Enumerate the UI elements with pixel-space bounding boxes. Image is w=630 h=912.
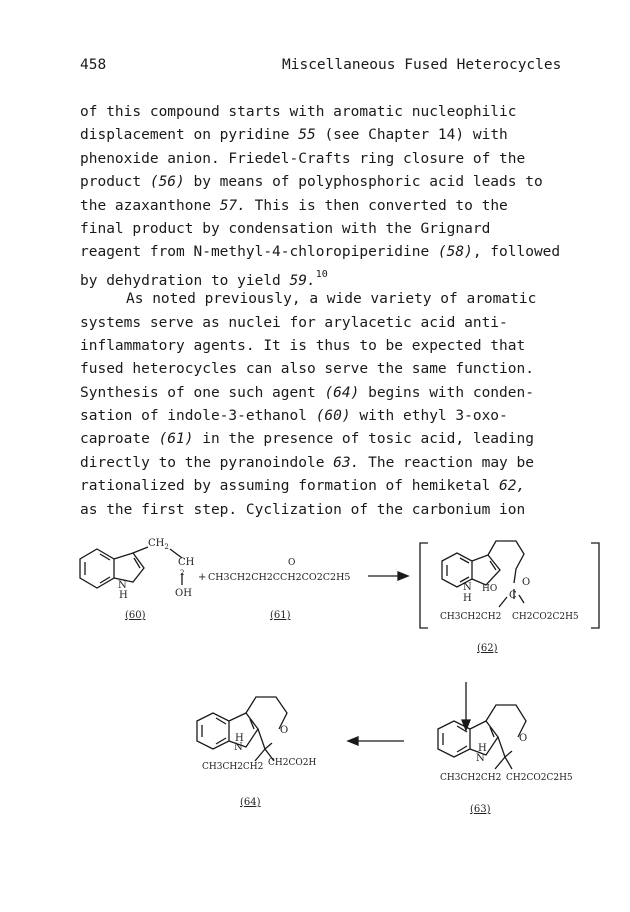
text-line: as the first step. Cyclization of the carbonium ion (80, 501, 526, 518)
text-line: inflammatory agents. It is thus to be expected that (80, 337, 526, 354)
text-line: As noted previously, a wide variety of aromatic (126, 291, 537, 308)
arrow-62-to-63 (462, 682, 470, 730)
c61-formula: CH3CH2CH2CCH2CO2C2H5 (208, 572, 351, 583)
c63-label: (63) (470, 804, 491, 815)
c64-label: (64) (240, 797, 261, 808)
text-line: directly to the pyranoindole 63. The reaction may be (80, 454, 534, 471)
reaction-scheme (0, 525, 630, 855)
c62-label: (62) (477, 643, 498, 654)
compound-ref: 59. (289, 272, 316, 289)
c62-propyl: CH3CH2CH2 (440, 612, 502, 622)
text-line: by dehydration to yield 59.10 (80, 268, 328, 289)
c64-propyl: CH3CH2CH2 (202, 762, 264, 772)
c62-o: O (522, 577, 531, 588)
text-line: displacement on pyridine 55 (see Chapter 14) with (80, 127, 508, 144)
c63-h: H (478, 743, 487, 754)
c62-c: C (509, 590, 517, 601)
compound-60-structure (80, 547, 185, 588)
c62-ester-chain: CH2CO2C2H5 (512, 612, 579, 622)
text-line: final product by condensation with the Grignard (80, 220, 491, 237)
page-number: 458 (80, 57, 107, 73)
c64-o: O (280, 725, 289, 736)
text-line: sation of indole-3-ethanol (60) with ethyl 3-oxo- (80, 408, 508, 425)
text-line: Synthesis of one such agent (64) begins with conden- (80, 384, 534, 401)
c60-oh: OH (175, 588, 192, 599)
c60-label: (60) (125, 610, 146, 621)
plus-sign: + (198, 572, 207, 583)
text-line: product (56) by means of polyphosphoric acid leads to (80, 174, 543, 191)
c64-n: N (234, 742, 243, 753)
c61-label: (61) (270, 610, 291, 621)
c62-n: N (463, 582, 472, 593)
text-line: fused heterocycles can also serve the same function. (80, 361, 534, 378)
text-line: systems serve as nuclei for arylacetic acid anti- (80, 314, 508, 331)
compound-ref: (64) (324, 384, 360, 401)
c61-carbonyl-o: O (288, 558, 296, 568)
compound-ref: 55 (298, 127, 316, 144)
compound-ref: 62, (499, 478, 526, 495)
compound-ref: (58) (437, 244, 473, 261)
c63-n: N (476, 753, 485, 764)
compound-ref: (56) (149, 174, 185, 191)
text-line: reagent from N-methyl-4-chloropiperidine (58), followed (80, 244, 561, 261)
c64-h: H (235, 733, 244, 744)
compound-ref: 63. (333, 454, 360, 471)
c60-ch2-b: CH (178, 557, 195, 568)
paragraph-2 (80, 288, 580, 522)
text-line: rationalized by assuming formation of hemiketal 62, (80, 478, 526, 495)
c63-o: O (519, 733, 528, 744)
c60-h: H (119, 590, 128, 601)
compound-ref: (60) (315, 408, 351, 425)
c60-n: N (118, 580, 127, 591)
c63-ester-chain: CH2CO2C2H5 (506, 773, 573, 783)
text-line: phenoxide anion. Friedel-Crafts ring closure of the (80, 150, 526, 167)
compound-ref: 57. (219, 197, 246, 214)
body-text (80, 101, 580, 522)
compound-ref: (61) (158, 431, 194, 448)
c60-ch2-a: $CH_2$ (148, 538, 169, 551)
paragraph-1 (80, 101, 580, 288)
c60-ch2-b-sub: 2 (180, 569, 185, 577)
text-line: caproate (61) in the presence of tosic acid, leading (80, 431, 534, 448)
text-line: the azaxanthone 57. This is then converted to the (80, 197, 508, 214)
text-line: of this compound starts with aromatic nucleophilic (80, 104, 517, 120)
arrow-60-to-62 (368, 572, 408, 580)
c64-acid-chain: CH2CO2H (268, 758, 317, 768)
running-title: Miscellaneous Fused Heterocycles (282, 57, 562, 73)
c62-h: H (463, 593, 472, 604)
c62-ho: HO (482, 584, 498, 594)
arrow-63-to-64 (348, 737, 404, 745)
footnote-ref: 10 (315, 268, 328, 280)
c63-propyl: CH3CH2CH2 (440, 773, 502, 783)
